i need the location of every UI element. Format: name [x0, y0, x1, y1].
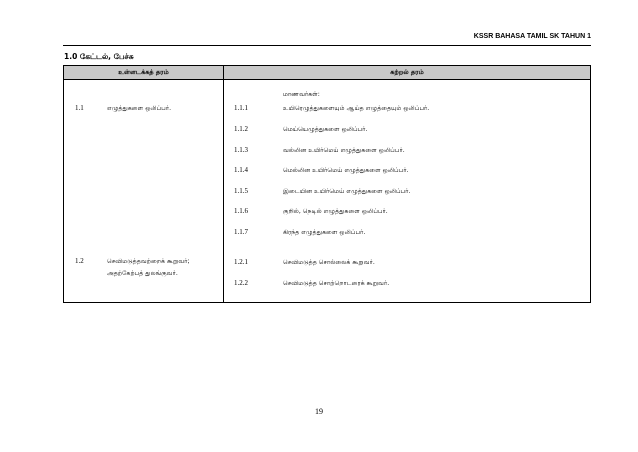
- content-row-text-continued: அதற்கேற்பத் துலங்குவர்.: [107, 270, 178, 277]
- column-header-content-standard: உள்ளடக்கத் தரம்: [118, 68, 169, 76]
- learning-row-number: 1.1.2: [234, 125, 248, 133]
- learning-row-text: செவிமடுத்த சொல்லைக் கூறுவர்.: [283, 259, 375, 266]
- learning-row-text: மெல்லின உயிர்மெய் எழுத்துகளை ஒலிப்பர்.: [283, 167, 409, 174]
- document-header-title: KSSR BAHASA TAMIL SK TAHUN 1: [473, 33, 591, 40]
- column-header-learning-standard: கற்றல் தரம்: [390, 68, 424, 76]
- learning-row-number: 1.1.4: [234, 166, 248, 174]
- learning-row-number: 1.1.1: [234, 104, 248, 112]
- learning-row-text: உயிரெழுத்துகளையும் ஆய்த எழுத்தையும் ஒலிப்பர்.: [283, 105, 430, 112]
- content-row-text: செவிமடுத்தவற்றைக் கூறுவர்;: [107, 258, 190, 265]
- learning-row-text: வல்லின உயிர்மெய் எழுத்துகளை ஒலிப்பர்.: [283, 147, 405, 154]
- learning-row-text: கிரந்த எழுத்துகளை ஒலிப்பர்.: [283, 229, 366, 236]
- content-row-text: எழுத்துகளை ஒலிப்பர்.: [107, 105, 172, 112]
- learning-row-number: 1.1.3: [234, 146, 248, 154]
- learning-row-number: 1.1.7: [234, 228, 248, 236]
- learning-intro: மாணவர்கள்:: [283, 91, 320, 98]
- document-header: [63, 31, 591, 46]
- table-header-row: [64, 66, 590, 80]
- learning-row-text: இடையின உயிர்மெய் எழுத்துகளை ஒலிப்பர்.: [283, 188, 411, 195]
- page-number: 19: [315, 407, 323, 416]
- standards-table: [63, 65, 591, 303]
- learning-row-number: 1.2.2: [234, 279, 248, 287]
- column-divider: [223, 66, 224, 302]
- learning-row-number: 1.2.1: [234, 258, 248, 266]
- content-row-number: 1.1: [75, 104, 84, 112]
- section-heading: 1.0 கேட்டல், பேச்சு: [64, 52, 134, 61]
- learning-row-text: செவிமடுத்த சொற்றொடரைக் கூறுவர்.: [283, 280, 390, 287]
- content-row-number: 1.2: [75, 257, 84, 265]
- learning-row-text: குறில், நெடில் எழுத்துகளை ஒலிப்பர்.: [283, 208, 388, 215]
- learning-row-number: 1.1.5: [234, 187, 248, 195]
- learning-row-text: மெய்யெழுத்துகளை ஒலிப்பர்.: [283, 126, 368, 133]
- learning-row-number: 1.1.6: [234, 207, 248, 215]
